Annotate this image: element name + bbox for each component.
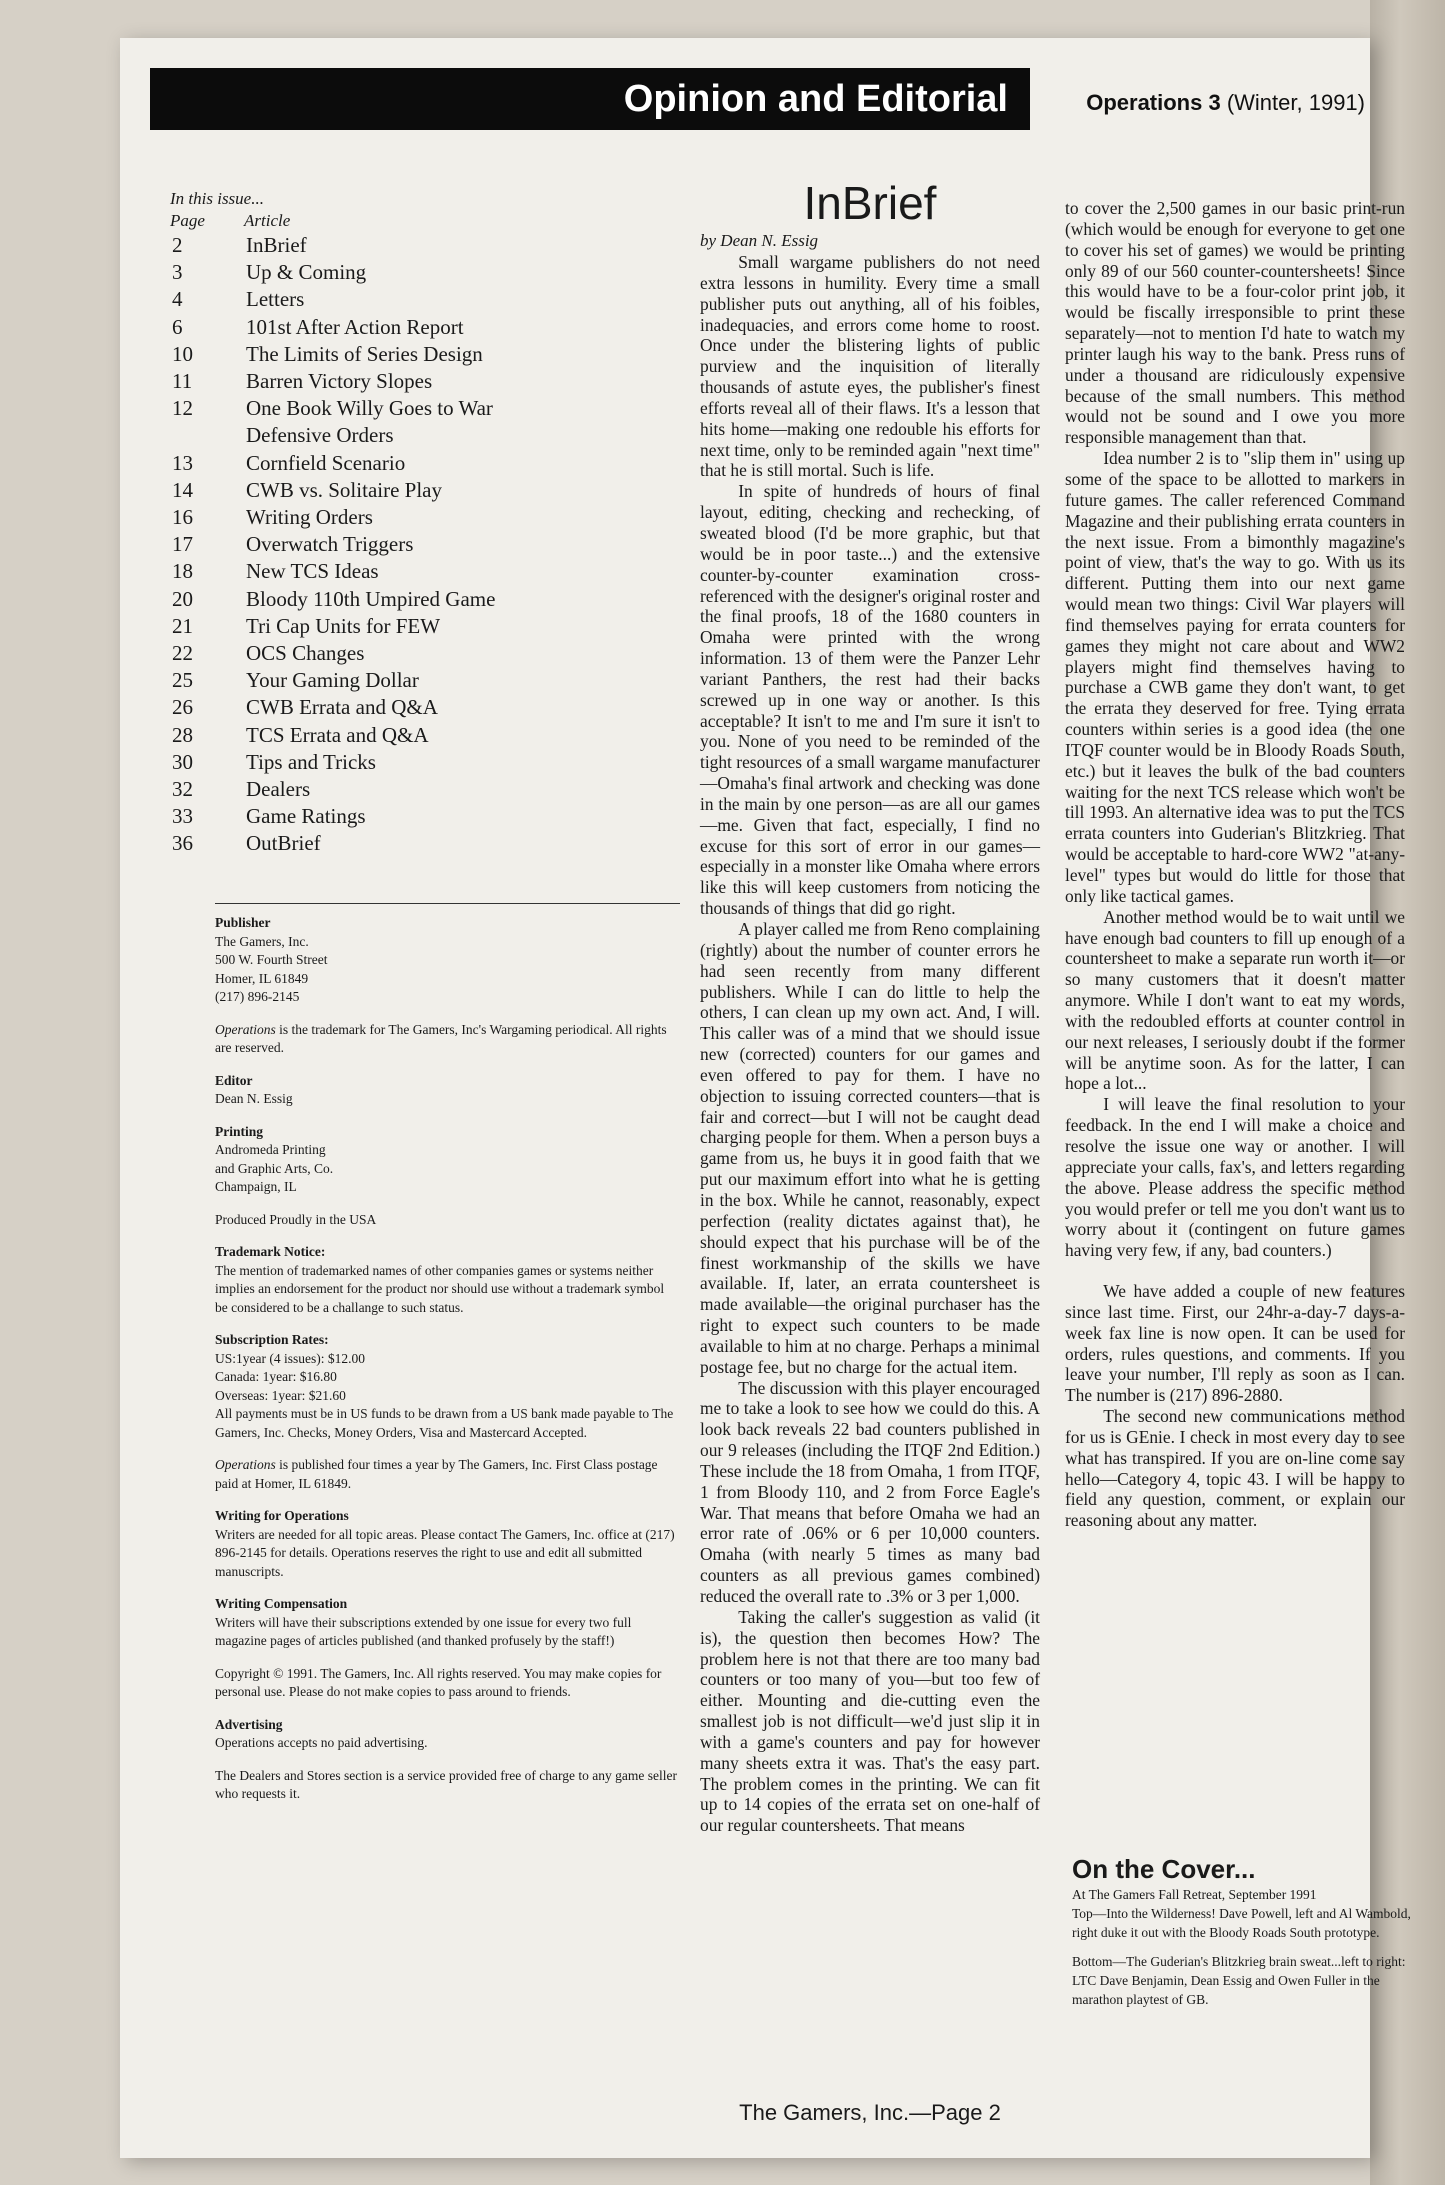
toc-row <box>170 314 570 341</box>
toc-article-title: Up & Coming <box>246 260 367 285</box>
rate-line: Overseas: 1year: $21.60 <box>215 1387 346 1403</box>
trademark-statement <box>215 1021 680 1058</box>
toc-row <box>170 259 570 286</box>
toc-article-title: Defensive Orders <box>246 423 394 448</box>
publisher-heading: Publisher <box>215 915 271 930</box>
article-byline: by Dean N. Essig <box>700 231 819 250</box>
toc-page-number: 33 <box>172 804 193 829</box>
advertising-block <box>215 1716 680 1753</box>
writing-block <box>215 1507 680 1581</box>
toc-row <box>170 368 570 395</box>
toc-article-title: CWB vs. Solitaire Play <box>246 477 442 502</box>
toc-heading: In this issue... <box>170 189 264 208</box>
publisher-line: 500 W. Fourth Street <box>215 952 328 967</box>
toc-row <box>170 531 570 558</box>
toc-article-title: TCS Errata and Q&A <box>246 722 429 747</box>
toc-page-number: 10 <box>172 341 193 366</box>
magazine-page <box>120 38 1411 2158</box>
paragraph: Idea number 2 is to "slip them in" using up some of the space to be allotted to markers in future games. The caller referenced Command Magazine and their publishing errata counters in the next issue. From a bimonthly magazine's point of view, that's the way to go. With us its different. Putting them into our next game would mean two things: Civil War players will find themselves paying for errata counters for games they might not care about and WW2 players might find themselves having to purchase a CWB game they don't want, to get the errata they deserved for free. Tying errata counters within series is a good idea (the one ITQF counter would be in Bloody Roads South, etc.) but it leaves the bulk of the bad counters waiting for the next TCS release which won't be till 1993. An alternative idea was to put the TCS errata counters into Guderian's Blitzkrieg. That would be acceptable to hard-core WW2 "at-any-level" types but would do little for those that only like tactical games. <box>1065 448 1405 906</box>
toc-row <box>170 286 570 313</box>
rates-heading: Subscription Rates: <box>215 1332 329 1347</box>
paragraph: to cover the 2,500 games in our basic print-run (which would be enough for everyone to get one to cover his set of games) we would be printing only 89 of our 560 counter-countersheets! Since this would have to be a four-color print job, it would be fiscally irresponsible to print these separately—not to mention I'd hate to watch my printer laugh his way to the bank. Press runs of under a thousand are ridiculously expensive because of the small numbers. This method would not be sound and I owe you more responsible management than that. <box>1065 198 1405 448</box>
toc-page-number: 11 <box>172 369 193 394</box>
toc-article-title: Dealers <box>246 777 311 802</box>
toc-page-number: 21 <box>172 613 193 638</box>
toc-article-title: InBrief <box>246 233 307 257</box>
printing-heading: Printing <box>215 1123 264 1139</box>
paragraph: The discussion with this player encouraged me to take a look to see how we could do this. A look back reveals 22 bad counters published in our 9 releases (including the ITQF 2nd Edition.) These include the 18 from Omaha, 1 from ITQF, 1 from Bloody 110, and 2 from Force Eagle's War. That means that before Omaha we had an error rate of .06% or 6 per 10,000 counters. Omaha (with nearly 5 times as many bad counters as all previous games combined) reduced the overall rate to .3% or 3 per 1,000. <box>700 1377 1040 1606</box>
toc-article-title: New TCS Ideas <box>246 559 379 584</box>
toc-row <box>170 640 570 667</box>
toc-article-title: Letters <box>246 287 305 312</box>
cover-caption <box>1072 1885 1412 1942</box>
toc-page-number: 12 <box>172 396 193 421</box>
paragraph: We have added a couple of new features since last time. First, our 24hr-a-day-7 days-a-week fax line is now open. It can be used for orders, rules questions, and comments. If you leave your number, I'll reply as soon as I can. The number is (217) 896-2880. <box>1065 1281 1405 1406</box>
issue-date: (Winter, 1991) <box>1226 90 1365 115</box>
dealers-note: The Dealers and Stores section is a service provided free of charge to any game seller who requests it. <box>215 1767 677 1801</box>
toc-article-title: Game Ratings <box>246 804 366 829</box>
toc-page-number: 6 <box>172 314 183 339</box>
toc-row <box>170 749 570 776</box>
publication-info <box>215 903 680 1818</box>
rates-block <box>215 1331 680 1442</box>
toc-row <box>170 830 570 857</box>
printing-line: and Graphic Arts, Co. <box>215 1160 334 1176</box>
toc-article-title: Tri Cap Units for FEW <box>246 613 441 638</box>
toc-page-number: 28 <box>172 722 193 747</box>
article-inbrief <box>700 178 1040 1836</box>
paragraph: In spite of hundreds of hours of final layout, editing, checking and rechecking, of sweated blood (I'd be more graphic, but that would be in poor taste...) and the extensive counter-by-counter examination cross-referenced with the designer's original roster and the final proofs, 18 of the 1680 counters in Omaha were printed with the wrong information. 13 of them were the Panzer Lehr variant Panthers, the rest had their backs screwed up in one way or another. Is this acceptable? It isn't to me and I'm sure it isn't to you. None of you need to be reminded of the tight resources of a small wargame manufacturer—Omaha's final artwork and checking was done in the main by one person—as are all our games—me. Given that fact, especially, I find no excuse for this sort of error in our games—especially in a monster like Omaha where errors like this will keep customers from noticing the thousands of things that did go right. <box>700 481 1040 919</box>
editor-name: Dean N. Essig <box>215 1091 293 1106</box>
divider <box>215 903 680 904</box>
toc-list <box>170 232 570 858</box>
toc-article-title: Cornfield Scenario <box>246 450 406 475</box>
toc-article-title: Barren Victory Slopes <box>246 369 433 394</box>
section-banner: Opinion and Editorial <box>150 68 1030 130</box>
toc-article-title: Tips and Tricks <box>246 749 376 774</box>
issue-tag <box>945 90 1365 116</box>
published-name: Operations <box>215 1457 276 1472</box>
advertising-heading: Advertising <box>215 1716 283 1732</box>
paragraph: I will leave the final resolution to your feedback. In the end I will make a choice and resolve the issue one way or another. I will appreciate your calls, fax's, and letters regarding the above. Please address the specific method you would prefer or tell me you don't want us to worry about it (contingent on future games having very few, if any, bad counters.) <box>1065 1094 1405 1261</box>
paragraph: Another method would be to wait until we have enough bad counters to fill up enough of a countersheet to make a separate run worth it—or so many customers that it doesn't matter anymore. While I don't want to eat my words, with the redoubled efforts at counter control in our next releases, I seriously doubt if the former will be anytime soon. As for the latter, I can hope a lot... <box>1065 906 1405 1094</box>
paragraph: The second new communications method for us is GEnie. I check in most every day to see what has transpired. If you are on-line come say hello—Category 4, topic 43. I will be happy to field any question, comment, or explain our reasoning about any matter. <box>1065 1406 1405 1531</box>
cover-top: Top—Into the Wilderness! Dave Powell, left and Al Wambold, right duke it out with the Bloody Roads South prototype. <box>1072 1906 1411 1940</box>
compensation-heading: Writing Compensation <box>215 1596 348 1611</box>
toc-article-title: Your Gaming Dollar <box>246 668 419 693</box>
toc-row <box>170 504 570 531</box>
compensation-block <box>215 1595 680 1651</box>
toc-row <box>170 694 570 721</box>
toc-page-number: 20 <box>172 586 193 611</box>
toc-page-number: 22 <box>172 641 193 666</box>
toc-page-number: 32 <box>172 777 193 802</box>
paragraph: A player called me from Reno complaining (rightly) about the number of counter errors he had seen recently from many different publishers. While I can do little to help the others, I can clean up my own act. And, I will. This caller was of a mind that we should issue new (corrected) counters for our games and even offered to pay for them. I have no objection to issuing corrected counters—that is fair and correct—but I will not be caught dead charging people for them. When a person buys a game from us, he buys it in good faith that we put our maximum effort into what he is getting in the box. While he cannot, reasonably, expect perfection (reality dictates against that), he should expect that his purchase will be of the finest workmanship of the skills we have available. If, later, an errata countersheet is made available—the original purchaser has the right to expect such counters to be made available to him at no charge. Perhaps a minimal postage fee, but no charge for the actual item. <box>700 919 1040 1377</box>
paragraph: Taking the caller's suggestion as valid (it is), the question then becomes How? The problem here is not that there are too many bad counters or too many of you—but too few of either. Mounting and die-cutting even the smallest job is not difficult—we'd just slip it in with a game's counters and pay for however many sheets extra it was. That's the easy part. The problem comes in the printing. We can fit up to 14 copies of the errata set on one-half of our regular countersheets. That means <box>700 1606 1040 1836</box>
printing-line: Andromeda Printing <box>215 1142 326 1157</box>
toc-article-title: The Limits of Series Design <box>246 341 483 366</box>
on-the-cover <box>1072 1853 1412 2019</box>
toc-row <box>170 341 570 368</box>
toc-page-number: 14 <box>172 477 193 502</box>
table-of-contents <box>170 188 570 858</box>
writing-heading: Writing for Operations <box>215 1508 349 1523</box>
publisher-line: (217) 896-2145 <box>215 989 300 1004</box>
publishing-statement <box>215 1456 680 1493</box>
cover-bottom: Bottom—The Guderian's Blitzkrieg brain sweat...left to right: LTC Dave Benjamin, Dean Essig and Owen Fuller in the marathon playtest of GB. <box>1072 1954 1406 2007</box>
toc-page-header: Page <box>170 211 205 230</box>
writing-text: Writers are needed for all topic areas. Please contact The Gamers, Inc. office at (217) 896-2145 for details. Operations reserves the right to use and edit all submitted manuscripts. <box>215 1526 675 1579</box>
issue-name: Operations 3 <box>1086 90 1221 115</box>
toc-article-title: CWB Errata and Q&A <box>246 695 438 720</box>
toc-page-number: 4 <box>172 287 183 312</box>
toc-article-header: Article <box>244 211 291 230</box>
rate-line: Canada: 1year: $16.80 <box>215 1369 337 1384</box>
toc-page-number: 17 <box>172 532 193 557</box>
toc-row <box>170 613 570 640</box>
printing-line: Champaign, IL <box>215 1179 297 1194</box>
toc-article-title: One Book Willy Goes to War <box>246 396 493 421</box>
notice-block <box>215 1243 680 1317</box>
toc-page-number: 16 <box>172 505 193 530</box>
toc-column-headers <box>170 210 570 232</box>
cover-line: At The Gamers Fall Retreat, September 1991 <box>1072 1887 1317 1902</box>
rate-line: US:1year (4 issues): $12.00 <box>215 1350 365 1366</box>
editor-block <box>215 1072 680 1109</box>
toc-article-title: Writing Orders <box>246 505 373 530</box>
advertising-text: Operations accepts no paid advertising. <box>215 1735 428 1750</box>
notice-heading: Trademark Notice: <box>215 1244 326 1259</box>
toc-row <box>170 586 570 613</box>
printing-block <box>215 1123 680 1197</box>
toc-row <box>170 667 570 694</box>
toc-row <box>170 558 570 585</box>
published-text: is published four times a year by The Gamers, Inc. First Class postage paid at Homer, IL 61849. <box>215 1457 658 1491</box>
toc-row <box>170 776 570 803</box>
page-footer: The Gamers, Inc.—Page 2 <box>739 2100 1001 2125</box>
article-column-1 <box>700 252 1040 1836</box>
paragraph: Small wargame publishers do not need extra lessons in humility. Every time a small publisher puts out anything, all of his foibles, inadequacies, and errors come home to roost. Once under the blistering lights of public purview and the inquisition of literally thousands of astute eyes, the publisher's finest efforts reveal all of their flaws. It's a lesson that hits home—making one redouble his efforts for next time, only to be reminded again "next time" that he is still mortal. Such is life. <box>700 252 1040 481</box>
toc-row <box>170 722 570 749</box>
notice-text: The mention of trademarked names of other companies games or systems neither implies an endorsement for the product nor should use without a trademark symbol be considered to be a challange to such status. <box>215 1262 665 1315</box>
toc-row <box>170 477 570 504</box>
produced-note: Produced Proudly in the USA <box>215 1211 377 1227</box>
toc-page-number <box>170 422 246 449</box>
publisher-line: The Gamers, Inc. <box>215 933 309 949</box>
article-column-2 <box>1065 198 1405 1531</box>
toc-article-title: Overwatch Triggers <box>246 532 414 557</box>
editor-heading: Editor <box>215 1072 253 1088</box>
cover-title: On the Cover... <box>1072 1854 1256 1884</box>
toc-page-number: 3 <box>172 260 183 285</box>
toc-row <box>170 422 570 449</box>
toc-page-number: 30 <box>172 749 193 774</box>
toc-row <box>170 803 570 830</box>
trademark-text: is the trademark for The Gamers, Inc's Wargaming periodical. All rights are reserved. <box>215 1021 667 1055</box>
toc-row <box>170 450 570 477</box>
toc-page-number: 13 <box>172 450 193 475</box>
article-title: InBrief <box>803 177 937 229</box>
toc-page-number: 36 <box>172 831 193 856</box>
trademark-name: Operations <box>215 1021 276 1037</box>
publisher-line: Homer, IL 61849 <box>215 970 309 986</box>
compensation-text: Writers will have their subscriptions extended by one issue for every two full magazine pages of articles published (and thanked profusely by the staff!) <box>215 1614 632 1648</box>
toc-row <box>170 232 570 259</box>
toc-page-number: 2 <box>172 233 183 257</box>
toc-article-title: Bloody 110th Umpired Game <box>246 586 496 611</box>
toc-article-title: 101st After Action Report <box>246 314 464 339</box>
rates-note: All payments must be in US funds to be drawn from a US bank made payable to The Gamers, Inc. Checks, Money Orders, Visa and Mastercard Accepted. <box>215 1406 674 1440</box>
toc-page-number: 25 <box>172 668 193 693</box>
toc-page-number: 18 <box>172 559 193 584</box>
toc-article-title: OCS Changes <box>246 641 365 666</box>
copyright-text: Copyright © 1991. The Gamers, Inc. All rights reserved. You may make copies for personal use. Please do not make copies to pass around to friends. <box>215 1665 662 1699</box>
toc-page-number: 26 <box>172 695 193 720</box>
toc-article-title: OutBrief <box>246 831 321 856</box>
publisher-block <box>215 914 680 1007</box>
toc-row <box>170 395 570 422</box>
